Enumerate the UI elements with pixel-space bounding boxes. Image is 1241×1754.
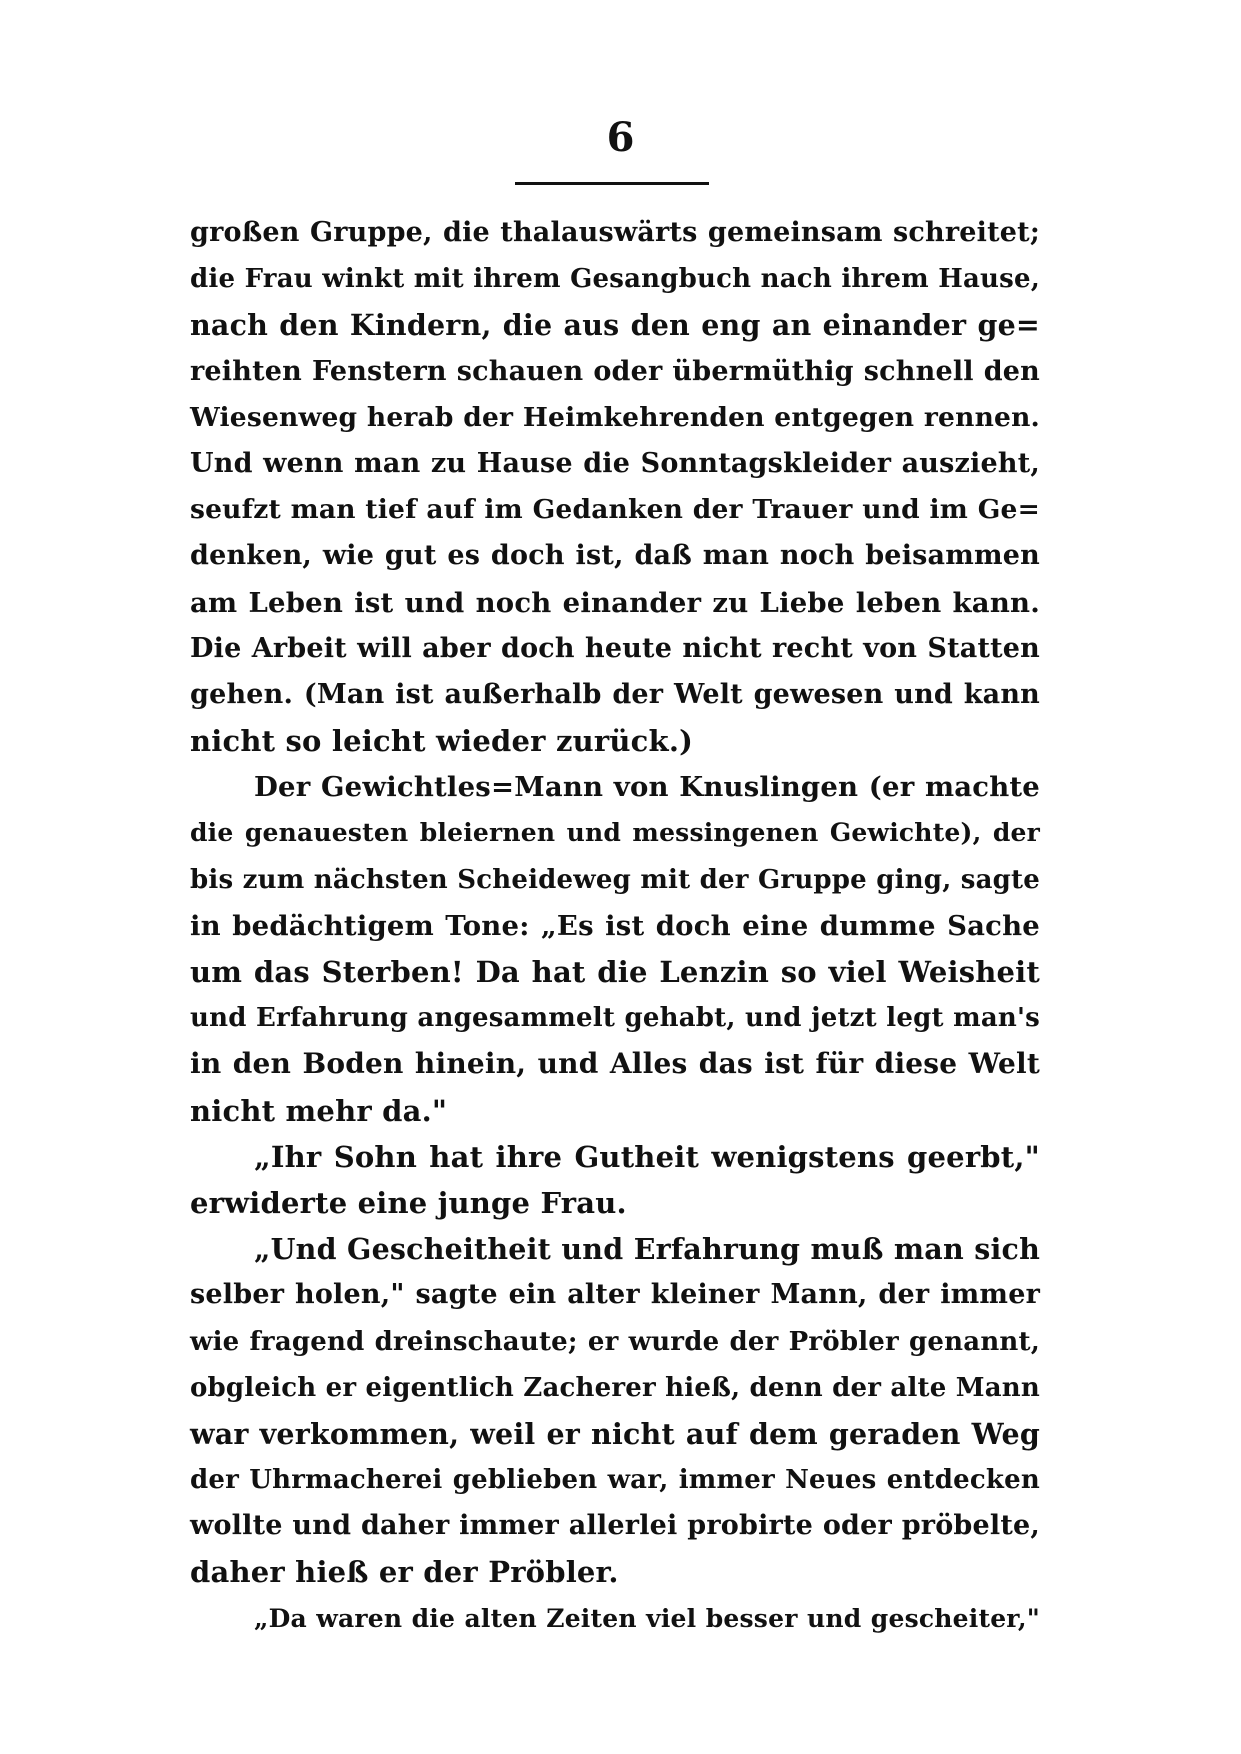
- text-line: daher hieß er der Pröbler.: [190, 1555, 619, 1590]
- text-line: der Uhrmacherei geblieben war, immer Neues entdecken: [190, 1465, 1040, 1496]
- text-line: war verkommen, weil er nicht auf dem geraden Weg: [190, 1416, 1040, 1451]
- text-line: Wiesenweg herab der Heimkehrenden entgegen rennen.: [190, 401, 1040, 433]
- text-line: denken, wie gut es doch ist, daß man noch beisammen: [190, 540, 1040, 572]
- text-line: „Da waren die alten Zeiten viel besser und gescheiter,": [254, 1603, 1040, 1633]
- text-line: nicht so leicht wieder zurück.): [190, 724, 694, 759]
- text-line: „Und Gescheitheit und Erfahrung muß man sich: [254, 1232, 1040, 1267]
- text-line: Und wenn man zu Hause die Sonntagskleider auszieht,: [190, 447, 1040, 479]
- text-line: Die Arbeit will aber doch heute nicht recht von Statten: [190, 632, 1040, 664]
- text-line: selber holen," sagte ein alter kleiner Mann, der immer: [190, 1279, 1040, 1311]
- text-line: nicht mehr da.": [190, 1093, 448, 1128]
- text-line: und Erfahrung angesammelt gehabt, und jetzt legt man's: [190, 1003, 1040, 1034]
- text-line: am Leben ist und noch einander zu Liebe leben kann.: [190, 586, 1040, 619]
- text-line: wie fragend dreinschaute; er wurde der Pröbler genannt,: [190, 1326, 1040, 1357]
- text-line: seufzt man tief auf im Gedanken der Trauer und im Ge=: [190, 494, 1040, 526]
- page-number-rule: [515, 182, 709, 185]
- text-line: in den Boden hinein, und Alles das ist für diese Welt: [190, 1047, 1040, 1081]
- text-line: in bedächtigem Tone: „Es ist doch eine dumme Sache: [190, 909, 1040, 942]
- text-line: die genauesten bleiernen und messingenen Gewichte), der: [190, 818, 1040, 848]
- text-line: reihten Fenstern schauen oder übermüthig schnell den: [190, 355, 1040, 387]
- text-line: wollte und daher immer allerlei probirte oder pröbelte,: [190, 1510, 1040, 1542]
- text-line: erwiderte eine junge Frau.: [190, 1185, 627, 1220]
- text-line: großen Gruppe, die thalauswärts gemeinsam schreitet;: [190, 217, 1040, 248]
- text-line: um das Sterben! Da hat die Lenzin so viel Weisheit: [190, 955, 1040, 989]
- body-text: [190, 210, 1040, 1642]
- text-line: gehen. (Man ist außerhalb der Welt gewesen und kann: [190, 678, 1040, 710]
- text-line: nach den Kindern, die aus den eng an einander ge=: [190, 308, 1040, 343]
- text-line: Der Gewichtles=Mann von Knuslingen (er machte: [254, 771, 1040, 804]
- page-number: 6: [606, 114, 635, 161]
- text-line: die Frau winkt mit ihrem Gesangbuch nach ihrem Hause,: [190, 264, 1040, 295]
- text-line: „Ihr Sohn hat ihre Gutheit wenigstens geerbt,": [254, 1139, 1040, 1174]
- text-line: obgleich er eigentlich Zacherer hieß, denn der alte Mann: [190, 1372, 1040, 1403]
- text-line: bis zum nächsten Scheideweg mit der Gruppe ging, sagte: [190, 864, 1040, 895]
